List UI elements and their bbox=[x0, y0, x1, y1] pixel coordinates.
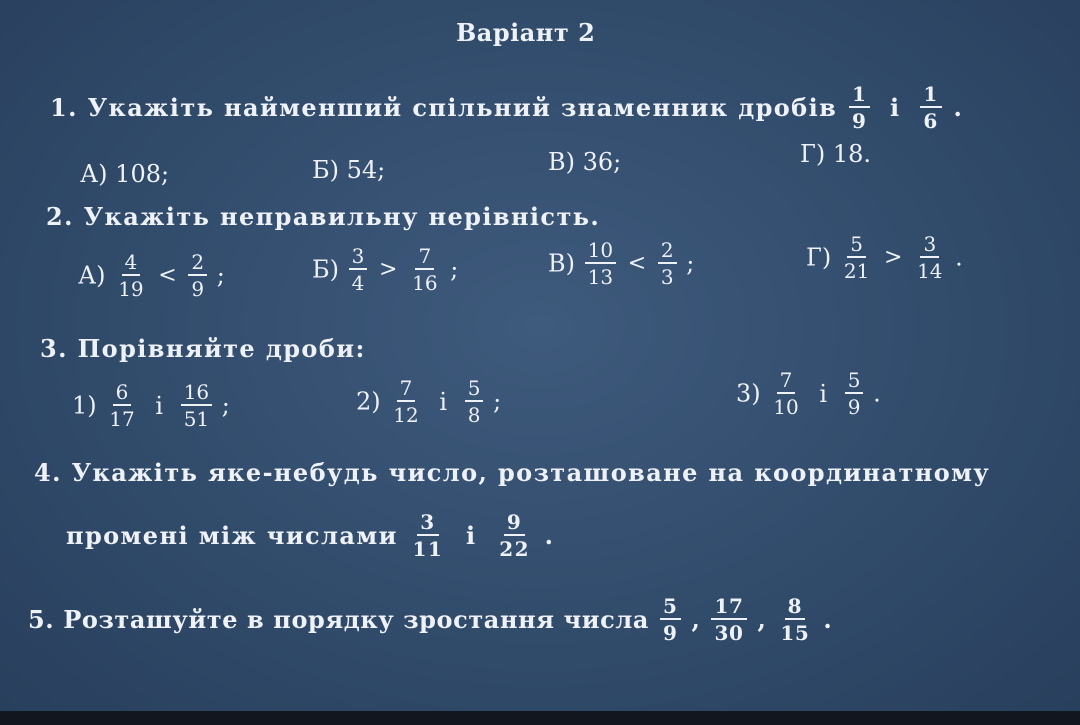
denominator: 30 bbox=[714, 621, 744, 645]
numerator: 5 bbox=[465, 378, 484, 402]
numerator: 4 bbox=[122, 252, 141, 276]
numerator: 1 bbox=[849, 84, 870, 108]
numerator: 8 bbox=[785, 596, 806, 620]
comparison-sign: > bbox=[379, 257, 398, 282]
item-label: 2) bbox=[356, 387, 381, 416]
fraction bbox=[845, 370, 864, 417]
fraction bbox=[106, 382, 137, 429]
fraction bbox=[920, 84, 941, 131]
fraction bbox=[465, 378, 484, 425]
fraction bbox=[410, 512, 447, 559]
numerator: 5 bbox=[660, 596, 681, 620]
fraction bbox=[660, 596, 681, 643]
denominator: 15 bbox=[780, 621, 810, 645]
denominator: 51 bbox=[183, 407, 210, 431]
conjunction: і bbox=[465, 521, 477, 550]
q2-option-a bbox=[78, 252, 225, 299]
punctuation: . bbox=[955, 243, 963, 272]
item-label: 3) bbox=[736, 379, 761, 408]
fraction bbox=[188, 252, 207, 299]
q3-item-1 bbox=[72, 382, 230, 429]
punctuation: . bbox=[873, 379, 881, 408]
punctuation: ; bbox=[450, 255, 459, 284]
q1-option-a: А) 108; bbox=[80, 160, 170, 188]
numerator: 17 bbox=[711, 596, 746, 620]
conjunction: і bbox=[819, 379, 828, 408]
fraction bbox=[777, 596, 812, 643]
denominator: 21 bbox=[843, 259, 870, 283]
denominator: 9 bbox=[851, 109, 868, 133]
denominator: 6 bbox=[923, 109, 939, 133]
numerator: 1 bbox=[920, 84, 941, 108]
denominator: 9 bbox=[663, 621, 678, 645]
page-bottom-edge bbox=[0, 711, 1080, 725]
denominator: 3 bbox=[660, 265, 674, 289]
denominator: 17 bbox=[109, 407, 135, 431]
numerator: 5 bbox=[845, 370, 864, 394]
punctuation: ; bbox=[221, 391, 230, 420]
numerator: 2 bbox=[658, 240, 677, 264]
numerator: 9 bbox=[504, 512, 525, 536]
item-label: 1) bbox=[72, 391, 97, 420]
fraction bbox=[841, 234, 872, 281]
option-label: Б) bbox=[312, 255, 339, 284]
denominator: 4 bbox=[351, 271, 365, 295]
question-4-text: промені між числами bbox=[66, 521, 398, 550]
question-1-text: 1. Укажіть найменший спільний знаменник дробів bbox=[50, 93, 838, 122]
fraction bbox=[585, 240, 616, 287]
numerator: 7 bbox=[777, 370, 796, 394]
denominator: 8 bbox=[467, 403, 481, 427]
fraction bbox=[409, 246, 440, 293]
option-label: А) bbox=[78, 261, 106, 290]
denominator: 22 bbox=[499, 537, 530, 561]
q1-option-c: В) 36; bbox=[548, 148, 622, 176]
denominator: 13 bbox=[587, 265, 614, 289]
denominator: 19 bbox=[118, 277, 144, 301]
numerator: 2 bbox=[188, 252, 207, 276]
q3-item-3 bbox=[736, 370, 881, 417]
comma: , bbox=[691, 605, 701, 634]
fraction bbox=[349, 246, 368, 293]
punctuation: ; bbox=[216, 261, 225, 290]
comparison-sign: < bbox=[627, 251, 647, 276]
denominator: 14 bbox=[917, 259, 943, 283]
question-3-text: 3. Порівняйте дроби: bbox=[40, 334, 366, 363]
numerator: 3 bbox=[349, 246, 368, 270]
q2-option-b bbox=[312, 246, 458, 293]
numerator: 7 bbox=[415, 246, 434, 270]
numerator: 6 bbox=[113, 382, 132, 406]
question-2-text: 2. Укажіть неправильну нерівність. bbox=[46, 202, 601, 231]
fraction bbox=[658, 240, 677, 287]
numerator: 5 bbox=[847, 234, 866, 258]
comma: , bbox=[757, 605, 767, 634]
conjunction: і bbox=[155, 391, 164, 420]
denominator: 16 bbox=[412, 271, 438, 295]
fraction bbox=[711, 596, 746, 643]
denominator: 9 bbox=[191, 277, 205, 301]
question-1 bbox=[50, 84, 963, 131]
q1-option-d: Г) 18. bbox=[800, 140, 872, 168]
variant-title: Варіант 2 bbox=[456, 18, 596, 47]
q2-option-d bbox=[806, 234, 963, 281]
punctuation: ; bbox=[493, 387, 502, 416]
fraction bbox=[496, 512, 533, 559]
comparison-sign: > bbox=[884, 245, 903, 270]
fraction bbox=[181, 382, 212, 429]
punctuation: . bbox=[823, 605, 833, 634]
question-5-text: 5. Розташуйте в порядку зростання числа bbox=[28, 605, 650, 634]
fraction bbox=[849, 84, 870, 131]
numerator: 7 bbox=[397, 378, 416, 402]
q3-item-2 bbox=[356, 378, 501, 425]
punctuation: . bbox=[544, 521, 555, 550]
denominator: 12 bbox=[393, 403, 419, 427]
numerator: 16 bbox=[181, 382, 212, 406]
q2-option-c bbox=[548, 240, 694, 287]
punctuation: . bbox=[953, 93, 964, 122]
question-5 bbox=[28, 596, 832, 643]
numerator: 3 bbox=[920, 234, 939, 258]
question-4-line-2 bbox=[66, 512, 554, 559]
option-label: В) bbox=[548, 249, 575, 278]
comparison-sign: < bbox=[158, 263, 177, 288]
fraction bbox=[390, 378, 421, 425]
fraction bbox=[770, 370, 801, 417]
option-label: Г) bbox=[806, 243, 832, 272]
conjunction: і bbox=[439, 387, 448, 416]
q1-option-b: Б) 54; bbox=[312, 156, 386, 184]
denominator: 11 bbox=[412, 537, 444, 561]
numerator: 10 bbox=[585, 240, 616, 264]
question-4-line-1: 4. Укажіть яке-небудь число, розташоване на координатному bbox=[34, 458, 991, 487]
punctuation: ; bbox=[686, 249, 695, 278]
denominator: 9 bbox=[847, 395, 861, 419]
fraction bbox=[115, 252, 146, 299]
numerator: 3 bbox=[417, 512, 438, 536]
denominator: 10 bbox=[773, 395, 799, 419]
conjunction: і bbox=[890, 93, 901, 122]
fraction bbox=[914, 234, 945, 281]
